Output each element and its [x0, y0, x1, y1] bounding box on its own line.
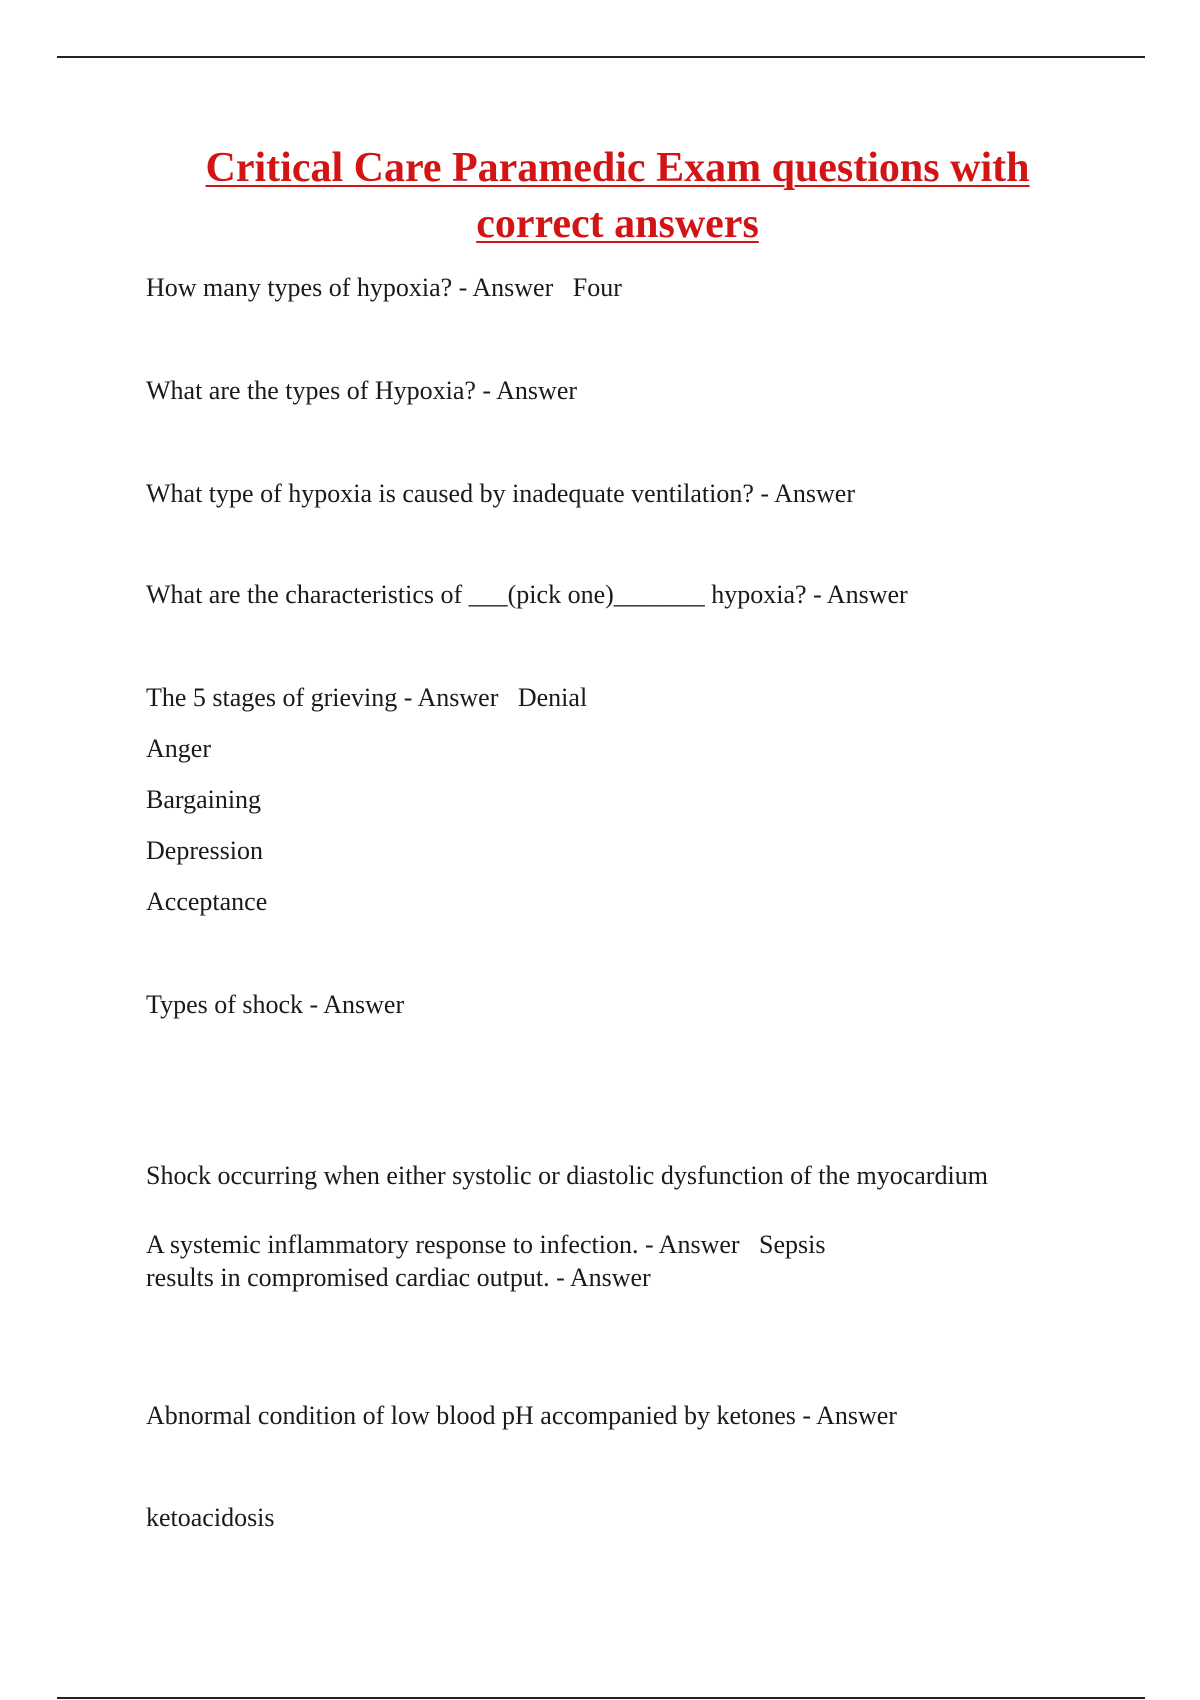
qa-item-4: What are the characteristics of ___(pick one)_______ hypoxia? - Answer: [146, 580, 908, 609]
grieving-stage: Acceptance: [146, 887, 268, 916]
qa-item-7-line-2: results in compromised cardiac output. - Answer: [146, 1263, 651, 1292]
qa-item-2: What are the types of Hypoxia? - Answer: [146, 376, 578, 405]
qa-item-6: Types of shock - Answer: [146, 990, 405, 1019]
document-title: [100, 140, 1135, 252]
qa-item-9-line-2: ketoacidosis: [146, 1503, 275, 1532]
qa-item-8: A systemic inflammatory response to infection. - Answer Sepsis: [146, 1230, 826, 1259]
title-line-2: correct answers: [476, 201, 759, 247]
qa-item-7-line-1: Shock occurring when either systolic or diastolic dysfunction of the myocardium: [146, 1161, 988, 1190]
grieving-stage: Depression: [146, 836, 263, 865]
qa-item-7: [146, 1091, 1106, 1363]
header-rule: [57, 56, 1145, 58]
footer-rule: [57, 1697, 1145, 1699]
qa-item-9: [146, 1331, 1106, 1603]
qa-item-5: The 5 stages of grieving - Answer Denial: [146, 683, 588, 712]
qa-item-9-line-1: Abnormal condition of low blood pH accompanied by ketones - Answer: [146, 1401, 897, 1430]
title-line-1: Critical Care Paramedic Exam questions with: [205, 145, 1030, 191]
grieving-stage: Anger: [146, 734, 211, 763]
grieving-stage: Bargaining: [146, 785, 262, 814]
qa-item-1: How many types of hypoxia? - Answer Four: [146, 273, 622, 302]
qa-item-3: What type of hypoxia is caused by inadequate ventilation? - Answer: [146, 479, 856, 508]
